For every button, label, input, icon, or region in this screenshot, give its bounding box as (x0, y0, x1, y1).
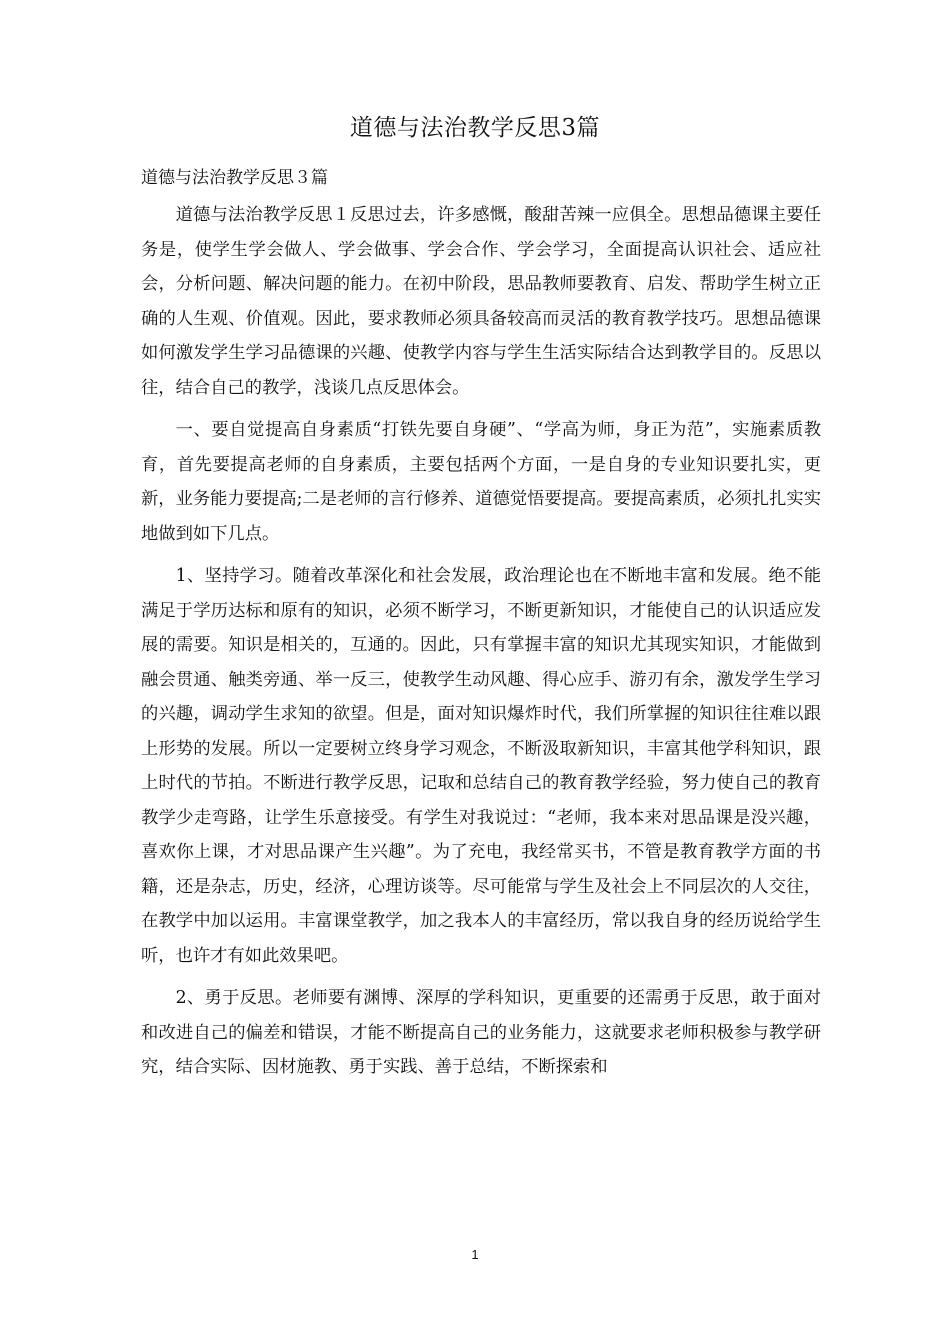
page-number: 1 (471, 1247, 479, 1262)
paragraph-reflection: 2、勇于反思。老师要有渊博、深厚的学科知识，更重要的还需勇于反思，敢于面对和改进自己的偏差和错误，才能不断提高自己的业务能力，这就要求老师积极参与教学研究，结合实际、因材施教、勇于实践、善于总结，不断探索和 (141, 988, 821, 1077)
document-subtitle: 道德与法治教学反思３篇 (141, 168, 328, 188)
document-body (141, 198, 821, 1085)
document-title: 道德与法治教学反思3篇 (349, 115, 601, 141)
paragraph-intro: 道德与法治教学反思１反思过去，许多感慨，酸甜苦辣一应俱全。思想品德课主要任务是，使学生学会做人、学会做事、学会合作、学会学习，全面提高认识社会、适应社会，分析问题、解决问题的能力。在初中阶段，思品教师要教育、启发、帮助学生树立正确的人生观、价值观。因此，要求教师必须具备较高而灵活的教育教学技巧。思想品德课如何激发学生学习品德课的兴趣、使教学内容与学生生活实际结合达到教学目的。反思以往，结合自己的教学，浅谈几点反思体会。 (141, 205, 821, 398)
paragraph-keep-learning: 1、坚持学习。随着改革深化和社会发展，政治理论也在不断地丰富和发展。绝不能满足于学历达标和原有的知识，必须不断学习，不断更新知识，才能使自己的认识适应发展的需要。知识是相关的，互通的。因此，只有掌握丰富的知识尤其现实知识，才能做到融会贯通、触类旁通、举一反三，使教学生动风趣、得心应手、游刃有余，激发学生学习的兴趣，调动学生求知的欲望。但是，面对知识爆炸时代，我们所掌握的知识往往难以跟上形势的发展。所以一定要树立终身学习观念，不断汲取新知识，丰富其他学科知识，跟上时代的节拍。不断进行教学反思，记取和总结自己的教育教学经验，努力使自己的教育教学少走弯路，让学生乐意接受。有学生对我说过：“老师，我本来对思品课是没兴趣，喜欢你上课，才对思品课产生兴趣”。为了充电，我经常买书，不管是教育教学方面的书籍，还是杂志，历史，经济，心理访谈等。尽可能常与学生及社会上不同层次的人交往，在教学中加以运用。丰富课堂教学，加之我本人的丰富经历，常以我自身的经历说给学生听，也许才有如此效果吧。 (141, 566, 821, 966)
paragraph-section-one: 一、要自觉提高自身素质“打铁先要自身硬”、“学高为师，身正为范”，实施素质教育，首先要提高老师的自身素质，主要包括两个方面，一是自身的专业知识要扎实，更新，业务能力要提高;二是老师的言行修养、道德觉悟要提高。要提高素质，必须扎扎实实地做到如下几点。 (141, 420, 821, 544)
